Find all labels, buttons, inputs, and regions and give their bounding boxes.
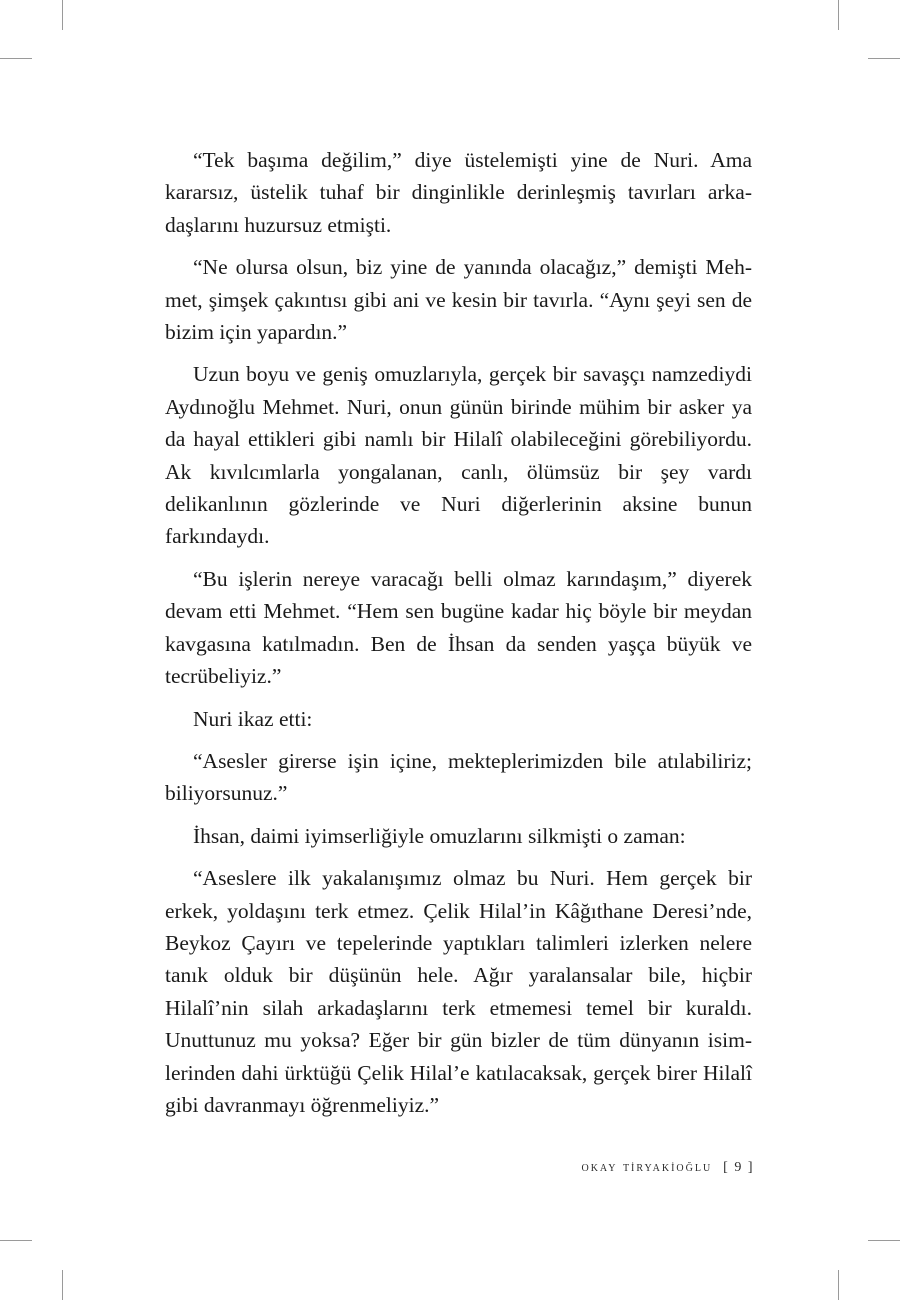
crop-mark-top-right-h — [868, 58, 900, 59]
crop-mark-bottom-left — [62, 1270, 63, 1300]
paragraph-5: Nuri ikaz etti: — [193, 706, 313, 731]
paragraph-1: “Tek başıma değilim,” diye üstelemişti yine de Nuri. Ama kararsız, üstelik tuhaf bir dinginlikle derinleşmiş tavırları arkadaşlarını huzursuz etmişti. — [165, 148, 752, 237]
paragraph-2: “Ne olursa olsun, biz yine de yanında olacağız,” demişti Mehmet, şimşek çakıntısı gibi ani ve kesin bir tavırla. “Aynı şeyi sen de bizim için yapardın.” — [165, 255, 752, 345]
paragraph-8: “Aseslere ilk yakalanışımız olmaz bu Nuri. Hem gerçek bir erkek, yoldaşını terk etmez. Çelik Hilal’in Kâğıthane Deresi’nde, Beykoz Çayırı ve tepelerinde yaptıkları talimleri izlerken nelere tanık olduk bir düşünün hele. Ağır yaralansalar bile, hiçbir Hilalî’nin silah arkadaşlarını terk etmemesi temel bir kuraldı. Unuttunuz mu yoksa? Eğer bir gün bizler de tüm dünyanın isimlerinden dahi ürktüğü Çelik Hilal’e katılacaksak, gerçek birer Hilalî gibi davranmayı öğrenmeliyiz.” — [165, 866, 752, 1117]
page-number: [ 9 ] — [723, 1160, 754, 1175]
paragraph-6: “Asesler girerse işin içine, mekteplerimizden bile atılabiliriz; biliyorsunuz.” — [165, 748, 752, 806]
paragraph-4: “Bu işlerin nereye varacağı belli olmaz karındaşım,” diyerek devam etti Mehmet. “Hem sen bugüne kadar hiç böyle bir meydan kavgasına katılmadın. Ben de İhsan da senden yaşça büyük ve tecrübeliyiz.” — [165, 566, 752, 689]
page-body — [165, 144, 752, 1131]
crop-mark-top-left — [62, 0, 63, 30]
paragraph-3: Uzun boyu ve geniş omuzlarıyla, gerçek bir savaşçı namzediydi Aydınoğlu Mehmet. Nuri, onun günün birinde mühim bir asker ya da hayal ettikleri gibi namlı bir Hilalî olabileceğini görebiliyordu. Ak kıvılcımlarla yongalanan, canlı, ölümsüz bir şey vardı delikanlının gözlerinde ve Nuri diğerlerinin aksine bunun farkındaydı. — [165, 362, 752, 549]
paragraph-7: İhsan, daimi iyimserliğiyle omuzlarını silkmişti o zaman: — [193, 823, 686, 848]
crop-mark-top-right — [838, 0, 839, 30]
crop-mark-bottom-left-h — [0, 1240, 32, 1241]
crop-mark-bottom-right — [838, 1270, 839, 1300]
footer-author: okay ti̇ryaki̇oğlu — [581, 1160, 713, 1175]
crop-mark-bottom-right-h — [868, 1240, 900, 1241]
running-footer — [581, 1160, 754, 1176]
crop-mark-top-left-h — [0, 58, 32, 59]
